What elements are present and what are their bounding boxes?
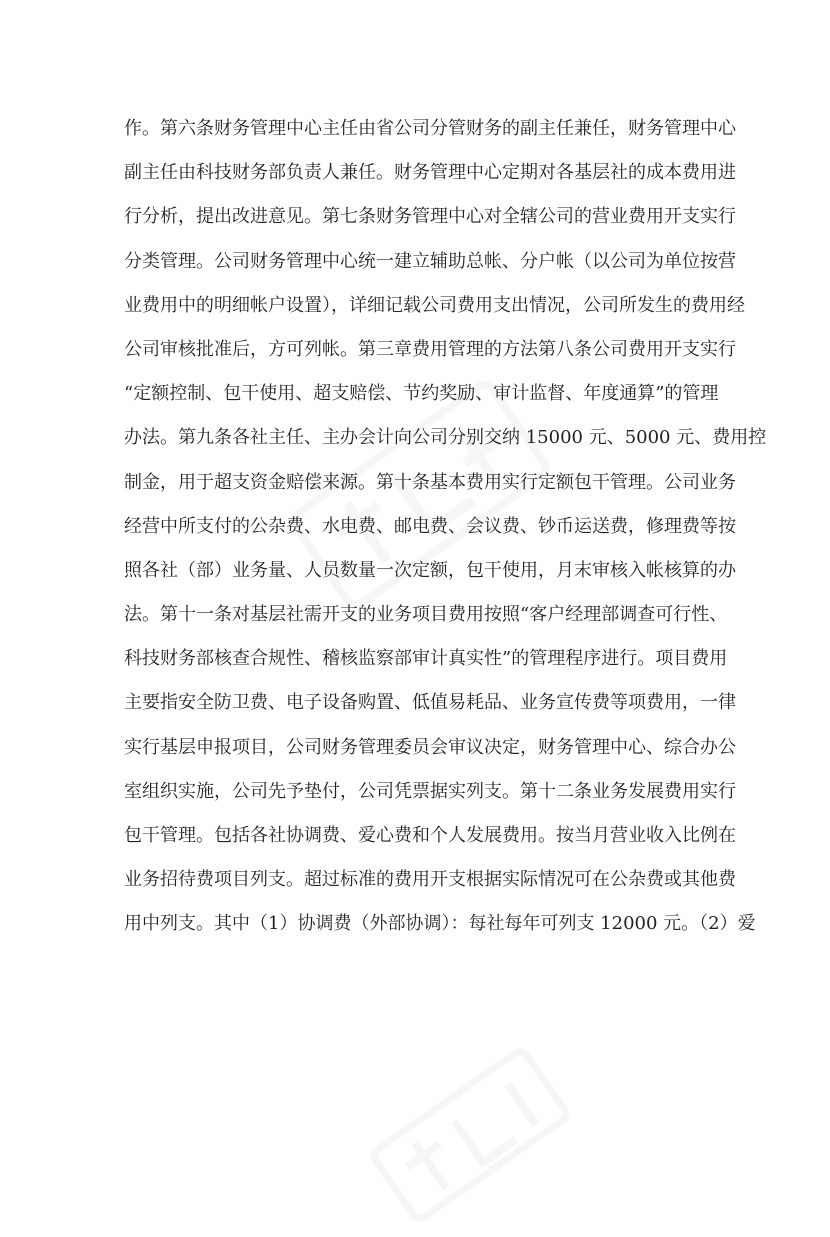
text-line: 业务招待费项目列支。超过标准的费用开支根据实际情况可在公杂费或其他费 — [124, 869, 736, 891]
text-line: 照各社（部）业务量、人员数量一次定额，包干使用，月末审核入帐核算的办 — [124, 559, 736, 581]
text-line: 经营中所支付的公杂费、水电费、邮电费、会议费、钞币运送费，修理费等按 — [124, 515, 736, 537]
document-body — [124, 110, 767, 950]
text-line: “定额控制、包干使用、超支赔偿、节约奖励、审计监督、年度通算”的管理 — [124, 383, 719, 405]
text-line: 副主任由科技财务部负责人兼任。财务管理中心定期对各基层社的成本费用进 — [124, 162, 736, 184]
watermark-graphic-bottom — [357, 1033, 584, 1237]
text-line: 公司审核批准后，方可列帐。第三章费用管理的方法第八条公司费用开支实行 — [124, 338, 736, 360]
text-line: 包干管理。包括各社协调费、爱心费和个人发展费用。按当月营业收入比例在 — [124, 825, 736, 846]
text-line: 作。第六条财务管理中心主任由省公司分管财务的副主任兼任，财务管理中心 — [124, 118, 736, 139]
text-line: 业费用中的明细帐户设置），详细记载公司费用支出情况，公司所发生的费用经 — [124, 294, 745, 316]
text-line: 用中列支。其中（1）协调费（外部协调）：每社每年可列支 12000 元。（2）爱 — [124, 913, 756, 935]
text-line: 室组织实施，公司先予垫付，公司凭票据实列支。第十二条业务发展费用实行 — [124, 780, 736, 802]
text-line: 制金，用于超支资金赔偿来源。第十条基本费用实行定额包干管理。公司业务 — [124, 471, 736, 493]
text-line: 办法。第九条各社主任、主办会计向公司分别交纳 15000 元、5000 元、费用控 — [124, 427, 767, 449]
text-line: 实行基层申报项目，公司财务管理委员会审议决定，财务管理中心、综合办公 — [124, 736, 736, 758]
text-line: 法。第十一条对基层社需开支的业务项目费用按照“客户经理部调查可行性、 — [124, 604, 728, 626]
text-line: 主要指安全防卫费、电子设备购置、低值易耗品、业务宣传费等项费用，一律 — [124, 692, 736, 714]
text-line: 科技财务部核查合规性、稽核监察部审计真实性”的管理程序进行。项目费用 — [124, 648, 728, 670]
text-line: 分类管理。公司财务管理中心统一建立辅助总帐、分户帐（以公司为单位按营 — [124, 250, 736, 272]
text-line: 行分析，提出改进意见。第七条财务管理中心对全辖公司的营业费用开支实行 — [124, 206, 736, 228]
